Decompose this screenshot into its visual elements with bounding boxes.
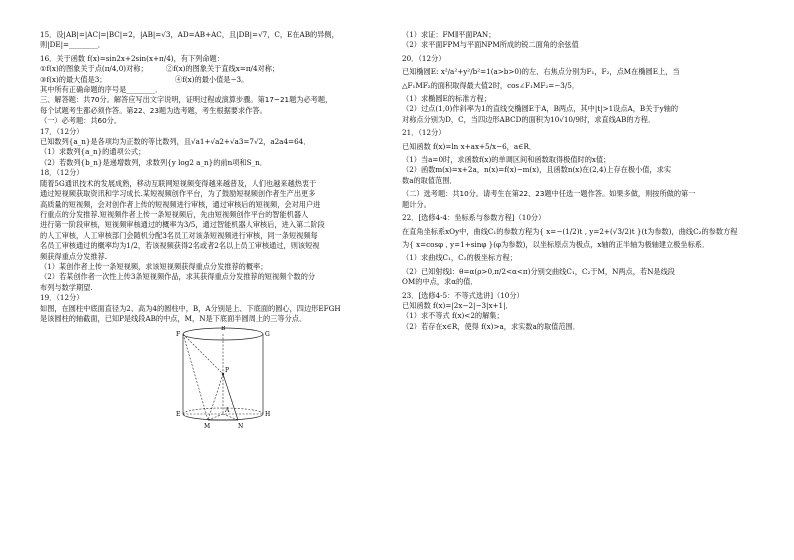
q21-part1: （1）当a=0时，求函数f(x)的单调区间和函数取得极值时的x值； [402, 155, 611, 165]
q20-line-1: 已知椭圆E: x²/a²+y²/b²=1(a>b>0)的左、右焦点分别为F₁，F₂，点M在椭圆E上，当 [402, 67, 680, 77]
label-n: N [238, 423, 244, 431]
q16-line-2: ①f(x)的图象关于点(π/4,0)对称； ②f(x)的图象关于直线x=π/4对称； [40, 64, 280, 74]
q18-line-11: 布列与数学期望. [40, 282, 93, 292]
segment-am [208, 414, 223, 420]
q20-title: 20．（12分） [402, 53, 446, 63]
q16-line-4: 其中所有正确命题的序号是________． [40, 85, 163, 95]
q17-line-1: 已知数列{a_n}是各项均为正数的等比数列，且√a1+√a2+√a3=7√2，a2a4=64． [40, 137, 311, 147]
q22-line-1: 在直角坐标系xOy中，曲线C₁的参数方程为{ x=−(1/2)t , y=2+(√3/2)t }(t为参数)，曲线C₂的参数方程 [402, 226, 738, 236]
q22-part2-cont: OM的中点，求α的值． [402, 277, 478, 287]
label-p: P [225, 367, 230, 375]
q20-part2-cont: 对称点分别为D，C，当四边形ABCD的面积为10√10/9时，求直线AB的方程． [402, 114, 656, 124]
bottom-ellipse-front [183, 414, 263, 420]
q23-part2: （2）若存在x∈R，使得 f(x)>a，求实数a的取值范围． [402, 321, 580, 331]
q22-line-2: 为{ x=cosφ , y=1+sinφ }(φ为参数)，以坐标原点为极点，x轴的正半轴为极轴建立极坐标系． [402, 239, 710, 249]
q17-line-2: （1）求数列{a_n}的通项公式； [40, 147, 146, 157]
q22-part2: （2）已知射线l：θ=α(ρ>0,π/2<α<π)分别交曲线C₁，C₂于M，N两点，若N是线段 [402, 266, 675, 276]
label-b: B [221, 326, 226, 333]
label-g: G [265, 331, 270, 339]
q20-line-2: △F₁MF₂的面积取得最大值2时，cos∠F₁MF₂=−3/5． [402, 80, 580, 90]
q18-line-2: 通过短视频获取资讯和学习成长.某短视频创作平台，为了鼓励短视频创作者生产出更多 [40, 189, 316, 199]
elective-heading-cont: 题计分。 [402, 199, 431, 209]
q15-line-1: 15．设|AB|=|AC|=|BC|=2，|AB|=√3，AD=AB+AC，且|DB|=√7，C，E在AB的异侧， [40, 30, 339, 39]
elective-heading: （二）选考题：共10分。请考生在第22、23题中任选一题作答。如果多做，则按所做的第一 [402, 189, 696, 199]
q18-line-8: 频获得重点分发推荐. [40, 251, 107, 261]
q23-title: 23．[选修4-5：不等式选讲]（10分） [402, 290, 524, 300]
q16-line-1: 16．关于函数 f(x)=sin2x+2sin(x+π/4)，有下列命题： [40, 53, 224, 63]
q17-title: 17．（12分） [40, 126, 84, 136]
section-3-heading: 三、解答题：共70分。解答应写出文字说明，证明过程或演算步骤。第17~21题为必考题， [40, 95, 333, 105]
cylinder-diagram [168, 326, 278, 430]
q21-title: 21．（12分） [402, 128, 446, 138]
q17-line-3: （2）若数列{b_n}是递增数列，求数列{y log2 a_n}的前n项和S_n． [40, 157, 267, 167]
q18-line-6: 的人工审核，人工审核部门会随机分配3名员工对该条短视频进行审核，同一条短视频每 [40, 230, 318, 240]
q21-part2: （2）函数m(x)=x+2a，n(x)=f(x)−m(x)，且函数n(x)在(2,4)上存在极小值，求实 [402, 165, 672, 175]
q18-title: 18．（12分） [40, 168, 84, 178]
label-a: A [225, 407, 230, 415]
q20-part1: （1）求椭圆E的标准方程； [402, 94, 491, 104]
q18-line-7: 名员工审核通过的概率均为1/2，若该视频获得2名或者2名以上员工审核通过，则该短视 [40, 241, 320, 251]
q19-title: 19．（12分） [40, 293, 84, 303]
q23-part1: （1）求不等式 f(x)<2的解集； [402, 311, 504, 321]
section-3-heading-2: 每个试题考生都必须作答。第22、23题为选考题，考生根据要求作答。 [40, 105, 267, 115]
q22-title: 22．[选修4-4：坐标系与参数方程]（10分） [402, 213, 546, 223]
q19-line-1: 如图，在圆柱中底面直径为2、高为4的圆柱中，B，A分别是上、下底面的圆心，四边形EFGH [40, 303, 341, 313]
q19-part1: （1）求证：FM∥平面PAN； [402, 30, 496, 39]
q18-line-3: 高质量的短视频，会对创作者上传的短视频进行审核，通过审核后的短视频，会对用户进 [40, 199, 321, 209]
label-h: H [265, 411, 271, 419]
q19-part2: （2）求平面FPM与平面NPM所成的锐二面角的余弦值 [402, 40, 579, 50]
q18-line-10: （2）若某创作者一次性上传3条短视频作品，求其获得重点分发推荐的短视频个数的分 [40, 272, 316, 282]
q18-line-9: （1）某创作者上传一条短视频，求该短视频获得重点分发推荐的概率； [40, 261, 268, 271]
q18-line-1: 随着5G通讯技术的发展成熟，移动互联网短视频变得越来越普及，人们也越来越热衷于 [40, 178, 317, 188]
q16-line-3: ③f(x)的最大值是3； ④f(x)的最小值是−3。 [40, 74, 249, 84]
left-column [40, 30, 385, 431]
q22-part1: （1）求曲线C₁，C₂的极坐标方程； [402, 253, 517, 263]
q15-line-2: 则|DE|=________． [40, 40, 106, 50]
q18-line-4: 行重点的分发推荐.短视频作者上传一条短视频后，先由短视频创作平台的智能机器人 [40, 209, 309, 219]
label-m: M [204, 423, 211, 431]
segment-pm [208, 374, 223, 420]
q23-line-1: 已知函数 f(x)=|2x−2|−3|x+1|． [402, 300, 513, 310]
required-section-heading: （一）必考题：共60分。 [40, 116, 122, 126]
q20-part2: （2）过点(1,0)作斜率为1的直线交椭圆E于A，B两点，其中|t|>1设点A，B关于y轴的 [402, 104, 679, 114]
point-p [222, 373, 224, 375]
q19-line-2: 是该圆柱的轴截面，已知P是线段AB的中点，M，N是下底面半圆周上的三等分点． [40, 313, 307, 323]
cylinder-figure [40, 326, 385, 431]
q21-line-1: 已知函数 f(x)=ln x+ax+5/x−6，a∈R． [402, 141, 537, 151]
q21-part2-cont: 数a的取值范围． [402, 175, 457, 185]
label-f: F [176, 331, 181, 339]
label-e: E [176, 411, 181, 419]
right-column [402, 30, 752, 332]
q18-line-5: 进行第一阶段审核，短视频审核通过的概率为3/5，通过智能机器人审核后，进入第二阶段 [40, 220, 325, 230]
segment-an [223, 414, 238, 420]
